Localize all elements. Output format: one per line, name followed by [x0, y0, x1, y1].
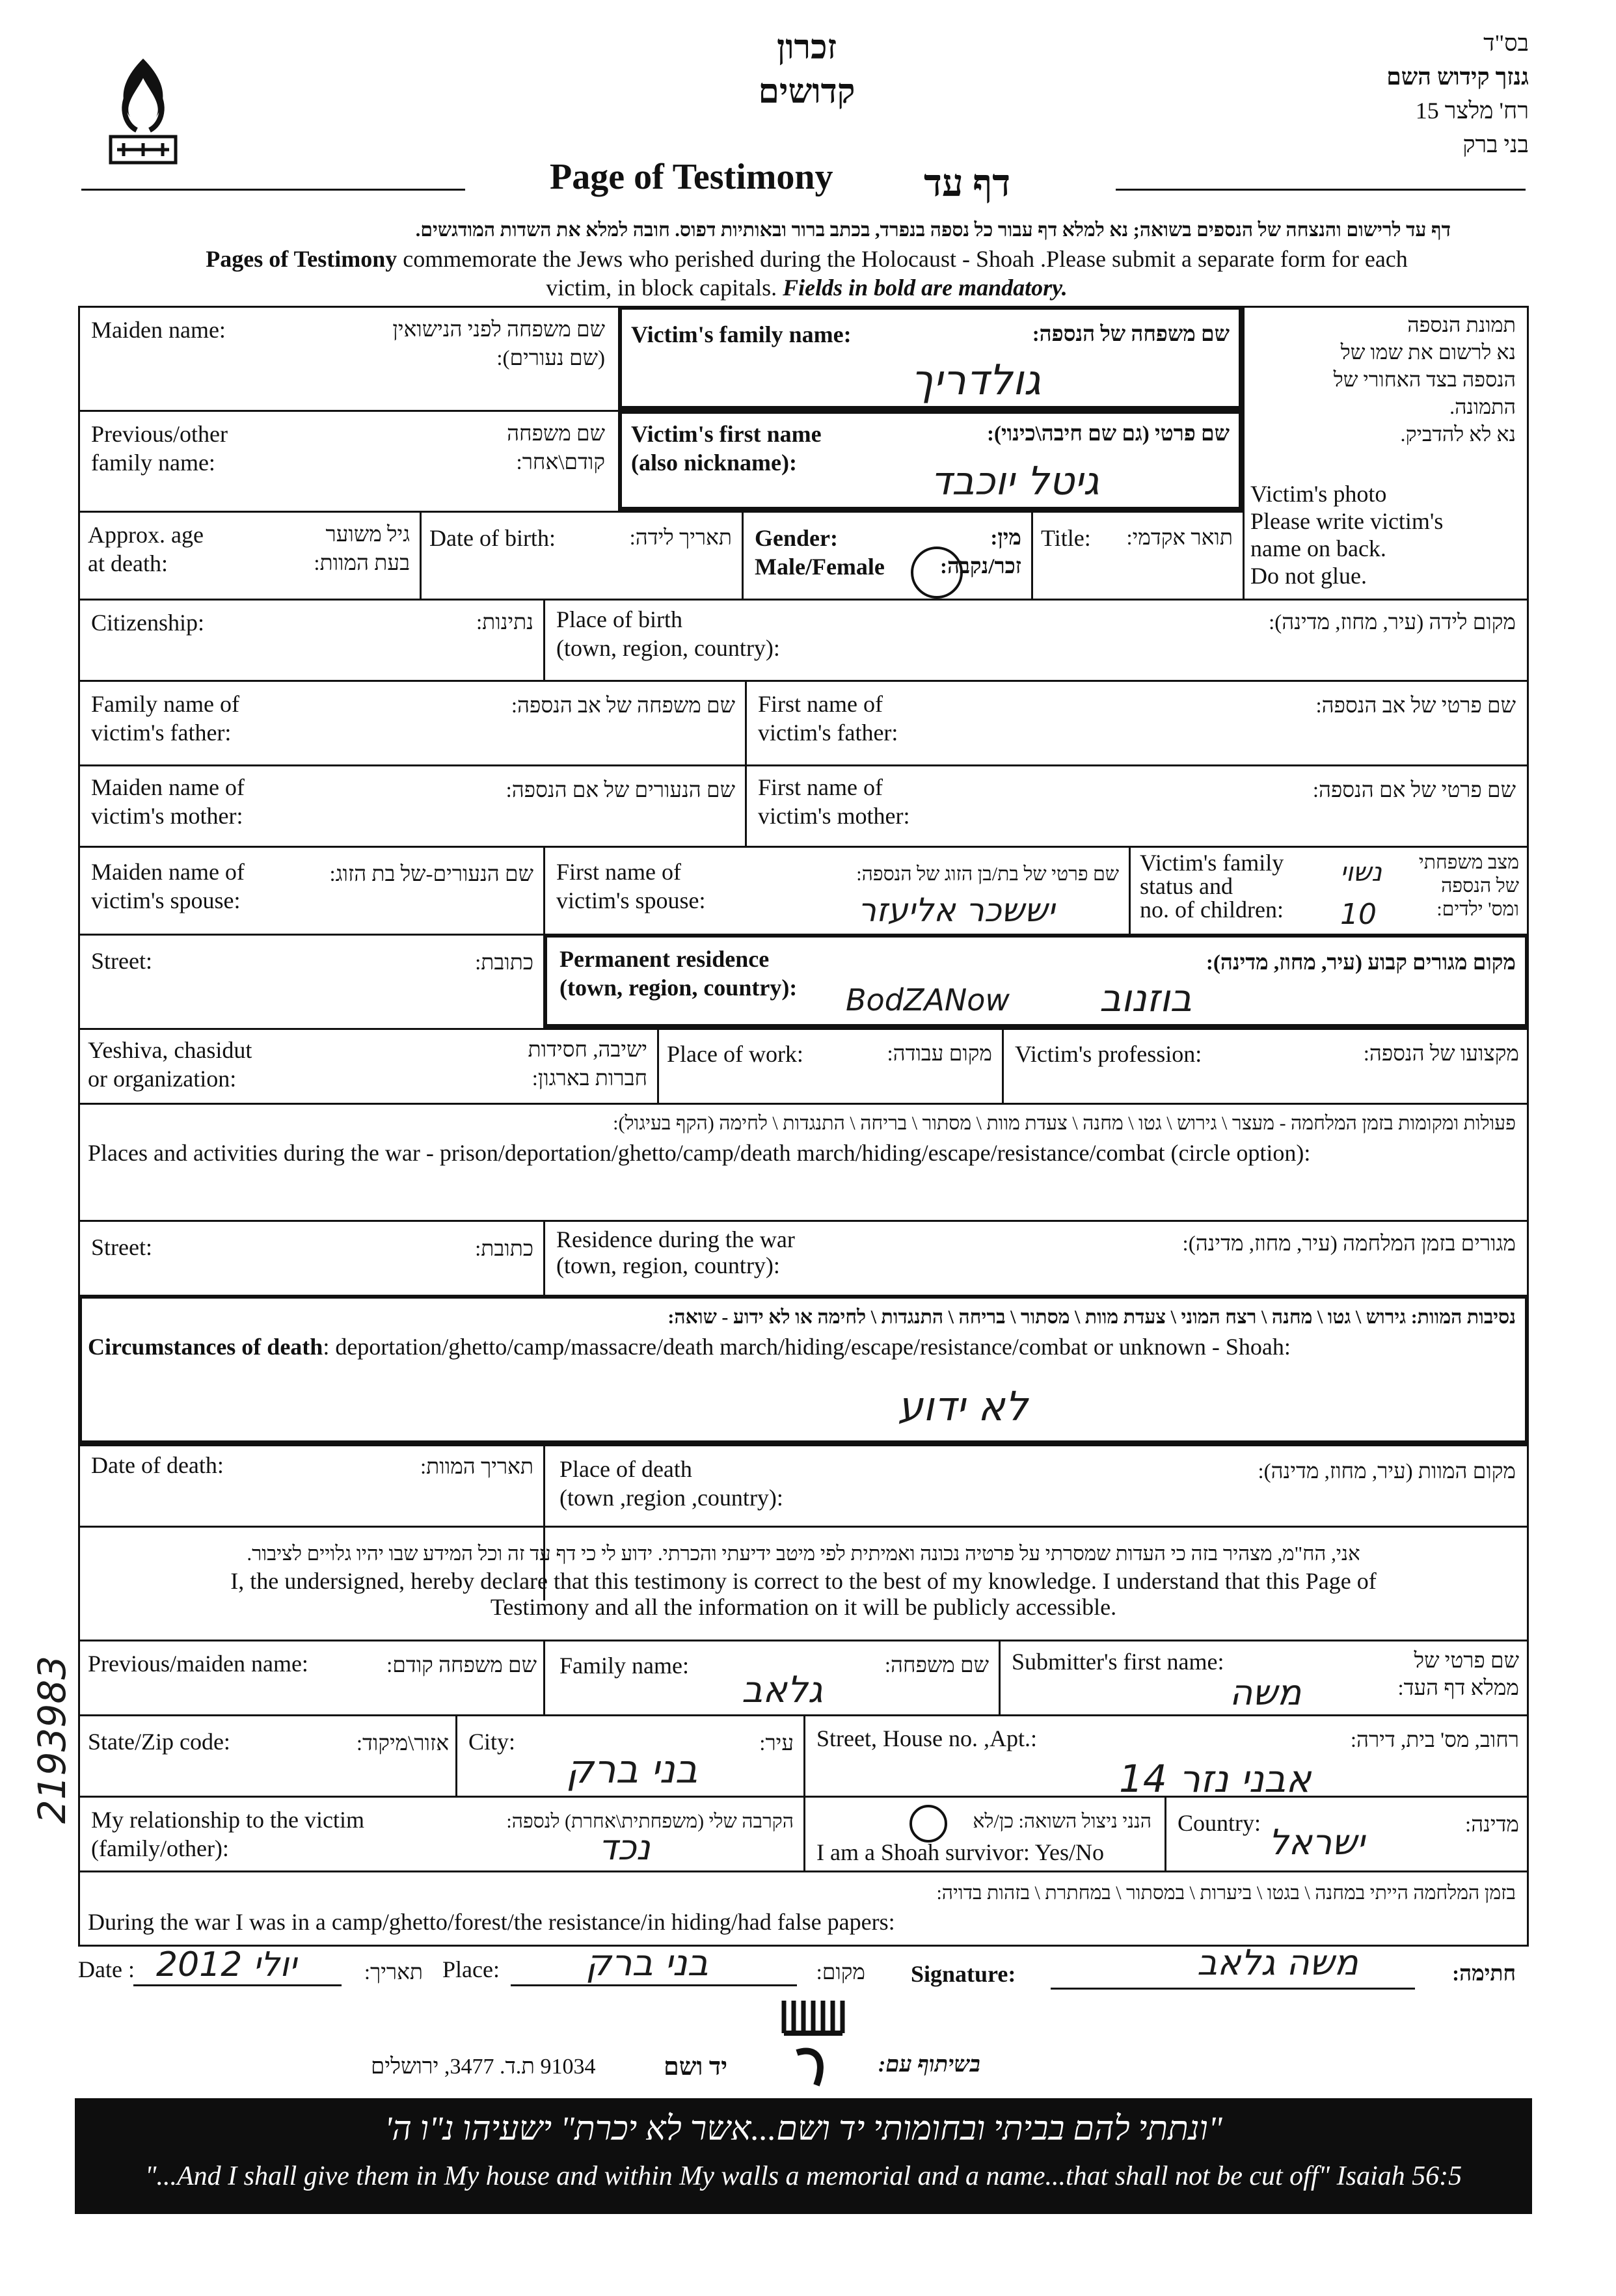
father-first-en-1: First name of [758, 691, 883, 717]
circ-en-bold: Circumstances of death [88, 1334, 323, 1360]
mother-first-en-2: victim's mother: [758, 803, 910, 829]
victim-first-name-value[interactable]: גיטל יוכבד [930, 459, 1099, 504]
citizenship-label: Citizenship: [91, 610, 204, 636]
photo-en-2: Please write victim's [1250, 508, 1444, 534]
pod-en-2: (town ,region ,country): [559, 1485, 783, 1511]
spouse-maiden-en-2: victim's spouse: [91, 887, 241, 913]
status-en-1: Victim's family [1140, 850, 1284, 876]
photo-en-1: Victim's photo [1250, 481, 1387, 507]
declaration-en-2: Testimony and all the information on it will be publicly accessible. [490, 1594, 1117, 1620]
zip-label: State/Zip code: [88, 1729, 230, 1755]
submitter-prev-name-label-he: שם משפחה קודם: [386, 1654, 537, 1677]
page-title-he: דף עד [924, 162, 1011, 204]
prev-name-en-2: family name: [91, 450, 215, 476]
age-en-1: Approx. age [88, 522, 204, 548]
permanent-residence-label [559, 945, 797, 1002]
survivor-label-he: הנני ניצול השואה: כן/לא [973, 1811, 1151, 1832]
zip-label-he: אזור\מיקוד: [356, 1732, 449, 1755]
spouse-first-en-2: victim's spouse: [556, 887, 706, 913]
submitter-family-name-value[interactable]: גלאב [742, 1669, 823, 1711]
photo-he-3: הנספה בצד האחורי של [1333, 368, 1516, 391]
victim-family-name-value[interactable]: גולדריך [911, 357, 1041, 405]
survivor-label-en: I am a Shoah survivor: Yes/No [816, 1839, 1104, 1865]
place-label-he: מקום: [816, 1961, 865, 1984]
header-rule-right [1116, 189, 1526, 191]
maiden-name-label-he [351, 316, 605, 373]
declaration-en-1: I, the undersigned, hereby declare that this testimony is correct to the best of my knowledge. I understand that this Page of [230, 1568, 1377, 1594]
spouse-first-en-1: First name of [556, 859, 681, 885]
previous-family-name-label-he [390, 420, 605, 477]
photo-en-4: Do not glue. [1250, 563, 1367, 589]
photo-instructions-he [1256, 311, 1516, 448]
submitter-prev-name-label: Previous/maiden name: [88, 1651, 308, 1677]
prev-name-he-2: קודם\אחר: [516, 451, 605, 474]
signature-value[interactable]: משה גלאב [1197, 1942, 1358, 1983]
top-right-line-1: בס"ד [1483, 30, 1529, 56]
status-en-3: no. of children: [1140, 897, 1284, 923]
city-label-he: עיר: [759, 1732, 794, 1755]
status-he-3: ומס' ילדים: [1436, 898, 1519, 920]
street-label-he: כתובת: [475, 951, 533, 975]
family-status-label-he [1399, 851, 1519, 921]
gender-he-2: זכר/נקבה: [940, 555, 1021, 578]
citizenship-label-he: נתינות: [476, 611, 533, 634]
mother-maiden-en-2: victim's mother: [91, 803, 243, 829]
status-he-1: מצב משפחתי [1418, 852, 1519, 873]
center-title-he [716, 26, 898, 115]
yeshiva-label [88, 1036, 252, 1093]
father-first-name-label-he: שם פרטי של אב הנספה: [1315, 694, 1516, 718]
permanent-residence-value-en[interactable]: BodZANow [846, 982, 1010, 1018]
gender-en-1: Gender: [755, 525, 838, 551]
photo-he-4: התמונה. [1449, 395, 1516, 418]
intro-en-bold: Pages of Testimony [206, 246, 397, 272]
gender-label [755, 524, 885, 581]
dob-label: Date of birth: [429, 525, 556, 551]
yeshiva-he-1: ישיבה, חסידות [528, 1038, 647, 1062]
mother-maiden-name-label [91, 773, 245, 830]
victim-first-name-label-he: שם פרטי (גם שם חיבה\כינוי): [987, 422, 1230, 446]
partner-label: בשיתוף עם: [878, 2053, 980, 2077]
rel-en-2: (family/other): [91, 1835, 229, 1861]
pob-en-2: (town, region, country): [556, 635, 780, 661]
photo-instructions-en [1250, 480, 1443, 589]
profession-label: Victim's profession: [1015, 1041, 1202, 1067]
father-family-en-2: victim's father: [91, 720, 232, 746]
yad-vashem-name: יד ושם [664, 2053, 728, 2081]
place-label: Place: [442, 1956, 500, 1982]
date-of-death-label: Date of death: [91, 1452, 224, 1478]
maiden-name-label: Maiden name: [91, 317, 226, 343]
wartime-label-en: During the war I was in a camp/ghetto/forest/the resistance/in hiding/had false papers: [88, 1909, 895, 1935]
date-value[interactable]: 2012 יולי [156, 1945, 297, 1984]
spouse-first-name-label [556, 858, 705, 915]
submitter-first-name-label-he [1334, 1647, 1519, 1702]
date-label: Date : [78, 1956, 135, 1982]
submitter-first-name-label: Submitter's first name: [1012, 1649, 1224, 1675]
yad-vashem-address: 91034 ת.ד. 3477, ירושלים [371, 2055, 596, 2079]
title-label-he: תואר אקדמי: [1126, 526, 1233, 550]
submitter-first-he-1: שם פרטי של [1414, 1649, 1519, 1673]
city-value[interactable]: בני ברק [566, 1747, 698, 1792]
mother-maiden-en-1: Maiden name of [91, 774, 245, 800]
spouse-first-name-label-he: שם פרטי של בת/בן הזוג של הנספה: [856, 863, 1119, 885]
header-rule-left [81, 189, 465, 191]
top-right-address [1269, 26, 1529, 161]
intro-en [98, 245, 1516, 302]
relationship-label-he: הקרבה שלי (משפחתית\אחרת) לנספה: [506, 1811, 794, 1832]
survivor-circle-mark [909, 1805, 947, 1843]
dob-label-he: תאריך לידה: [629, 526, 732, 550]
war-street-label-he: כתובת: [475, 1237, 533, 1261]
war-places-label-he: פעולות ומקומות בזמן המלחמה - מעצר \ גירוש \ גטו \ מחנה \ צעדת מוות \ מסתור \ בריחה \ התנגדות \ לחימה (הקף בעיגול): [613, 1113, 1516, 1134]
margin-number: 2193983 [30, 1655, 74, 1824]
children-count-value[interactable]: 10 [1340, 898, 1377, 931]
age-label-he [273, 520, 410, 578]
city-label: City: [468, 1729, 516, 1755]
logo [98, 52, 189, 176]
profession-label-he: מקצועו של הנספה: [1363, 1042, 1519, 1066]
prev-name-he-1: שם משפחה [507, 422, 605, 446]
intro-en-line-1: commemorate the Jews who perished during the Holocaust - Shoah .Please submit a separate form for each [397, 246, 1408, 272]
signature-label-he: חתימה: [1452, 1962, 1516, 1986]
top-right-line-2: גנזך קידוש השם [1386, 64, 1529, 90]
submitter-first-name-value[interactable]: משה [1230, 1672, 1302, 1713]
war-res-en-2: (town, region, country): [556, 1252, 780, 1278]
submitter-street-label: Street, House no. ,Apt.: [816, 1725, 1037, 1751]
maiden-name-he-2: (שם נעורים): [496, 347, 605, 370]
place-of-death-label-he: מקום המוות (עיר, מחוז, מדינה): [1258, 1460, 1516, 1483]
center-title-line-1: זכרון [776, 29, 837, 66]
spouse-maiden-name-label-he: שם הנעורים-של בת הזוג: [329, 863, 533, 886]
father-first-en-2: victim's father: [758, 720, 898, 746]
victim-family-name-label-he: שם משפחה של הנספה: [1032, 323, 1230, 346]
age-label [88, 520, 204, 578]
place-of-work-label: Place of work: [667, 1041, 803, 1067]
gender-en-2: Male/Female [755, 554, 885, 580]
date-label-he: תאריך: [364, 1961, 423, 1984]
gender-circle-mark [911, 547, 963, 599]
yad-vashem-logo [777, 1994, 849, 2092]
submitter-family-name-label: Family name: [559, 1653, 689, 1679]
declaration-he: אני, הח"מ, מצהיר בזה כי העדות שמסרתי על פרטיה נכונה ואמיתית לפי מיטב ידיעתי והכרתי. ידוע לי כי דף עד זה וכל המידע שבו יהיו גלויים לציבור. [247, 1542, 1360, 1565]
top-right-line-4: בני ברק [1462, 131, 1529, 157]
wartime-label-he: בזמן המלחמה הייתי במחנה \ בגטו \ ביערות \ במסתור \ במחתרת \ בזהות בדויה: [936, 1882, 1516, 1904]
submitter-street-value[interactable]: אבני נזר 14 [1119, 1757, 1312, 1801]
father-family-name-label-he: שם משפחה של אב הנספה: [511, 694, 735, 718]
place-of-death-label [559, 1455, 783, 1512]
place-of-birth-label-he: מקום לידה (עיר, מחוז, מדינה): [1269, 611, 1516, 634]
permanent-residence-value-he[interactable]: בוזנוב [1099, 976, 1192, 1020]
place-value[interactable]: בני ברק [586, 1942, 708, 1984]
intro-en-mandatory: Fields in bold are mandatory. [783, 275, 1068, 301]
place-of-work-label-he: מקום עבודה: [887, 1042, 992, 1066]
family-status-label [1140, 851, 1284, 921]
perm-res-en-2: (town, region, country): [559, 975, 798, 1001]
victim-family-name-label: Victim's family name: [631, 321, 852, 347]
yeshiva-en-2: or organization: [88, 1066, 237, 1092]
relationship-value[interactable]: נכד [599, 1827, 651, 1868]
mother-maiden-name-label-he: שם הנעורים של אם הנספה: [505, 779, 735, 802]
intro-he: דף עד לרישום והנצחה של הנספים בשואה; נא למלא דף עבור כל נספה בנפרד, בכתב ברור ובאותיות דפוס. חובה למלא את השדות המודגשים. [415, 219, 1451, 241]
country-value[interactable]: ישראל [1269, 1822, 1365, 1863]
age-he-2: בעת המוות: [314, 552, 410, 575]
submitter-family-name-label-he: שם משפחה: [884, 1654, 989, 1677]
signature-label: Signature: [911, 1961, 1016, 1987]
photo-en-3: name on back. [1250, 535, 1386, 561]
top-right-line-3: רח' מלצר 15 [1415, 98, 1529, 124]
war-residence-label-he: מגורים בזמן המלחמה (עיר, מחוז, מדינה): [1182, 1232, 1516, 1256]
intro-en-line-2: victim, in block capitals. [546, 275, 783, 301]
quote-he: "ונתתי להם בביתי ובחומותי יד ושם...אשר לא יכרת" ישעיהו נ"ו ה' [384, 2111, 1222, 2148]
pod-en-1: Place of death [559, 1456, 692, 1482]
date-of-death-label-he: תאריך המוות: [420, 1455, 533, 1479]
spouse-first-name-value[interactable]: יששכר אליעזר [857, 891, 1055, 929]
father-first-name-label [758, 690, 898, 747]
center-title-line-2: קדושים [758, 74, 855, 111]
yeshiva-label-he [468, 1036, 647, 1093]
prev-name-en-1: Previous/other [91, 421, 228, 447]
status-he-2: של הנספה [1441, 875, 1519, 897]
photo-he-5: נא לא להדביק. [1400, 422, 1516, 446]
mother-first-name-label-he: שם פרטי של אם הנספה: [1312, 779, 1516, 802]
maiden-name-he-1: שם משפחה לפני הנישואין [392, 318, 605, 342]
street-label: Street: [91, 948, 152, 974]
war-residence-label [556, 1226, 795, 1278]
country-label: Country: [1178, 1810, 1261, 1836]
circumstances-value[interactable]: לא ידוע [898, 1383, 1028, 1430]
previous-family-name-label [91, 420, 228, 477]
circumstances-label-he: נסיבות המוות: גירוש \ גטו \ מחנה \ רצח המוני \ צעדת מוות \ מסתור \ בריחה \ התנגדות \ לחימה או לא ידוע - שואה: [667, 1306, 1516, 1328]
father-family-name-label [91, 690, 239, 747]
title-label: Title: [1041, 525, 1091, 551]
photo-he-2: נא לרשום את שמו של [1340, 340, 1516, 364]
place-of-birth-label [556, 605, 780, 662]
war-res-en-1: Residence during the war [556, 1226, 795, 1252]
age-he-1: גיל משוער [325, 523, 410, 547]
country-label-he: מדינה: [1465, 1813, 1519, 1837]
quote-banner [75, 2098, 1532, 2214]
spouse-maiden-name-label [91, 858, 245, 915]
spouse-maiden-en-1: Maiden name of [91, 859, 245, 885]
relationship-label [91, 1805, 364, 1863]
mother-first-en-1: First name of [758, 774, 883, 800]
father-family-en-1: Family name of [91, 691, 239, 717]
perm-res-en-1: Permanent residence [559, 946, 770, 972]
status-en-2: status and [1140, 873, 1233, 899]
war-places-label-en: Places and activities during the war - prison/deportation/ghetto/camp/death march/hiding/escape/resistance/combat (circle option): [88, 1140, 1311, 1166]
submitter-first-he-2: ממלא דף העד: [1397, 1677, 1519, 1700]
family-status-value[interactable]: נשוי [1340, 858, 1382, 887]
war-street-label: Street: [91, 1234, 152, 1260]
mother-first-name-label [758, 773, 909, 830]
first-name-en-2: (also nickname): [631, 450, 797, 476]
flame-logo-icon [98, 52, 189, 176]
age-en-2: at death: [88, 550, 168, 576]
declaration-en [91, 1568, 1516, 1620]
photo-he-1: תמונת הנספה [1407, 313, 1516, 336]
submitter-street-label-he: רחוב, מס' בית, דירה: [1350, 1729, 1519, 1752]
yeshiva-he-2: חברות בארגון: [532, 1067, 647, 1090]
pob-en-1: Place of birth [556, 606, 682, 632]
first-name-en-1: Victim's first name [631, 421, 822, 447]
victim-first-name-label [631, 420, 822, 477]
menorah-logo-icon [777, 1994, 849, 2092]
rel-en-1: My relationship to the victim [91, 1807, 364, 1833]
permanent-residence-label-he: מקום מגורים קבוע (עיר, מחוז, מדינה): [1205, 951, 1516, 975]
page-title-en: Page of Testimony [550, 157, 833, 197]
circ-en-text: : deportation/ghetto/camp/massacre/death march/hiding/escape/resistance/combat or unknown - Shoah: [323, 1334, 1291, 1360]
yeshiva-en-1: Yeshiva, chasidut [88, 1037, 252, 1063]
circumstances-label-en [88, 1332, 1291, 1361]
gender-he-1: מין: [990, 526, 1021, 550]
quote-en: "...And I shall give them in My house and within My walls a memorial and a name...that shall not be cut off" Isaiah 56:5 [144, 2161, 1462, 2191]
